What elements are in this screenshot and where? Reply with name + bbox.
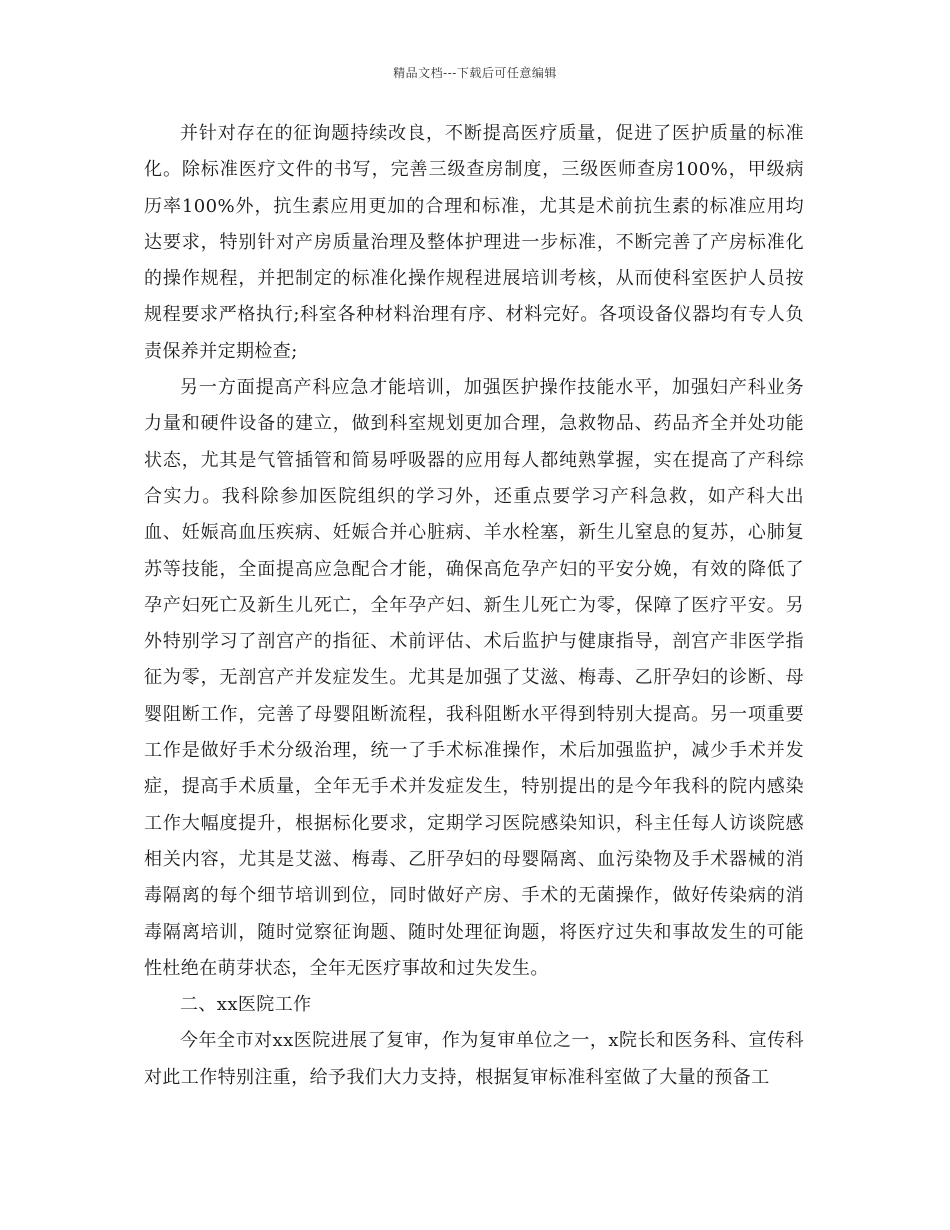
document-body: [144, 116, 804, 1096]
section-heading: 二、xx医院工作: [180, 994, 312, 1016]
paragraph-hospital-review: 今年全市对xx医院进展了复审，作为复审单位之一，x院长和医务科、宣传科对此工作特别注重，给予我们大力支持，根据复审标准科室做了大量的预备工: [144, 1030, 804, 1088]
page-header: 精品文档---下载后可任意编辑: [393, 66, 557, 80]
paragraph-emergency-training: 另一方面提高产科应急才能培训，加强医护操作技能水平，加强妇产科业务力量和硬件设备的建立，做到科室规划更加合理，急救物品、药品齐全并处功能状态，尤其是气管插管和简易呼吸器的应用每人都纯熟掌握，实在提高了产科综合实力。我科除参加医院组织的学习外，还重点要学习产科急救，如产科大出血、妊娠高血压疾病、妊娠合并心脏病、羊水栓塞，新生儿窒息的复苏，心肺复苏等技能，全面提高应急配合才能，确保高危孕产妇的平安分娩，有效的降低了孕产妇死亡及新生儿死亡，全年孕产妇、新生儿死亡为零，保障了医疗平安。另外特别学习了剖宫产的指征、术前评估、术后监护与健康指导，剖宫产非医学指征为零，无剖宫产并发症发生。尤其是加强了艾滋、梅毒、乙肝孕妇的诊断、母婴阻断工作，完善了母婴阻断流程，我科阻断水平得到特别大提高。另一项重要工作是做好手术分级治理，统一了手术标准操作，术后加强监护，减少手术并发症，提高手术质量，全年无手术并发症发生，特别提出的是今年我科的院内感染工作大幅度提升，根据标化要求，定期学习医院感染知识，科主任每人访谈院感相关内容，尤其是艾滋、梅毒、乙肝孕妇的母婴隔离、血污染物及手术器械的消毒隔离的每个细节培训到位，同时做好产房、手术的无菌操作，做好传染病的消毒隔离培训，随时觉察征询题、随时处理征询题，将医疗过失和事故发生的可能性杜绝在萌芽状态，全年无医疗事故和过失发生。: [144, 377, 804, 979]
paragraph-quality-standardization: 并针对存在的征询题持续改良，不断提高医疗质量，促进了医护质量的标准化。除标准医疗文件的书写，完善三级查房制度，三级医师查房100%，甲级病历率100%外，抗生素应用更加的合理和标准，尤其是术前抗生素的标准应用均达要求，特别针对产房质量治理及整体护理进一步标准，不断完善了产房标准化的操作规程，并把制定的标准化操作规程进展培训考核，从而使科室医护人员按规程要求严格执行;科室各种材料治理有序、材料完好。各项设备仪器均有专人负责保养并定期检查;: [144, 123, 804, 362]
